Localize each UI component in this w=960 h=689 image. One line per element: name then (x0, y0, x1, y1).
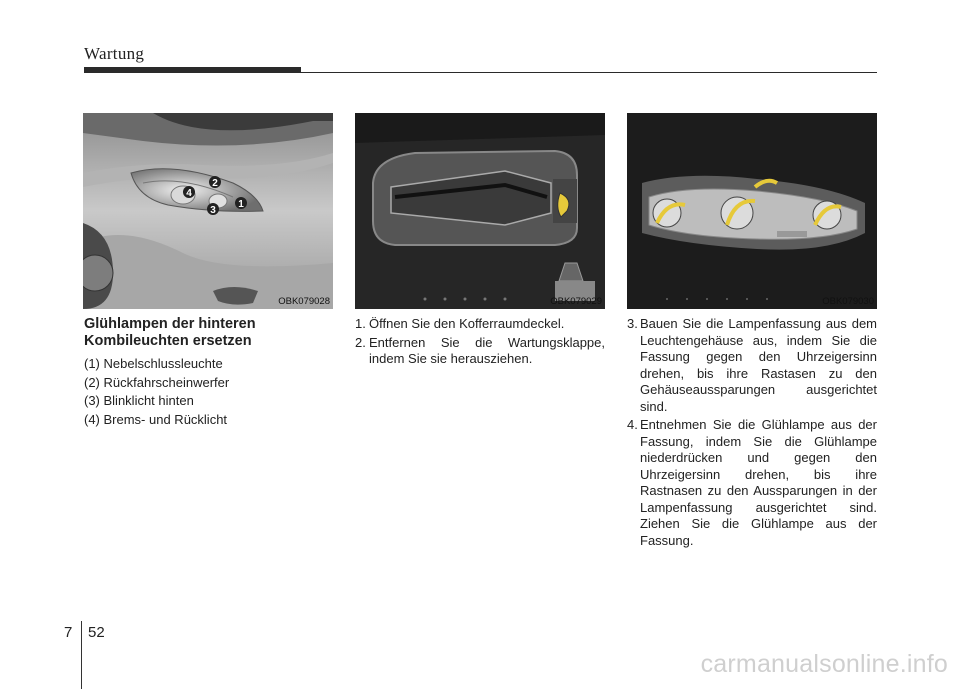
column-steps-3-4 (627, 316, 877, 551)
column-steps-1-2 (355, 316, 605, 370)
callout-3-label: 3 (210, 205, 216, 216)
page-header-title: Wartung (84, 44, 145, 63)
header-bar (84, 67, 301, 73)
step-text: Entnehmen Sie die Glühlampe aus der Fassung, indem Sie die Glühlampe niederdrücken und gegen den Uhrzeigersinn drehen, bis ihre Rastnasen zu den Aussparungen in der Lampenfassung ausgerichtet sind. Ziehen Sie die Glühlampe aus der Fassung. (640, 417, 877, 548)
list-item: (3) Blinklicht hinten (84, 393, 194, 408)
figure-caption: OBK079028 (278, 296, 330, 307)
header-rule (301, 72, 877, 73)
chapter-number: 7 (64, 624, 73, 641)
step-text: Bauen Sie die Lampenfassung aus dem Leuchtengehäuse aus, indem Sie die Fassung gegen den Uhrzeigersinn drehen, bis ihre Rastasen zu den Gehäuseaussparungen ausgerichtet sind. (640, 316, 877, 414)
figure-caption: OBK079030 (822, 296, 874, 307)
callout-2-label: 2 (212, 178, 218, 189)
footer-divider (81, 621, 82, 689)
figure-rear-lamp (83, 113, 333, 309)
list-item: (4) Brems- und Rücklicht (84, 411, 228, 427)
watermark: carmanualsonline.info (700, 650, 948, 678)
step-text: Öffnen Sie den Kofferraumdeckel. (369, 316, 565, 331)
bulb-list (84, 356, 334, 428)
rear-lamp-illustration (83, 113, 333, 309)
figure-caption: OBK079029 (550, 296, 602, 307)
steps-list (355, 316, 605, 368)
step-text: Entfernen Sie die Wartungsklappe, indem Sie sie herausziehen. (369, 334, 605, 366)
step-item (627, 316, 877, 415)
page-number: 52 (88, 624, 105, 641)
figure-service-cover (355, 113, 605, 309)
lamp-socket-illustration (627, 113, 877, 309)
section-heading-line2: Kombileuchten ersetzen (84, 333, 252, 349)
step-item (355, 316, 605, 333)
step-number: 3. (627, 316, 638, 331)
callout-4-label: 4 (186, 188, 192, 199)
column-bulb-overview (84, 316, 334, 430)
step-item (627, 417, 877, 549)
list-item: (1) Nebelschlussleuchte (84, 356, 223, 371)
figure-lamp-socket (627, 113, 877, 309)
section-heading-line1: Glühlampen der hinteren (84, 316, 256, 332)
list-item: (2) Rückfahrscheinwerfer (84, 374, 230, 390)
step-number: 4. (627, 417, 638, 432)
callout-1-label: 1 (238, 199, 244, 210)
steps-list (627, 316, 877, 549)
service-cover-illustration (355, 113, 605, 309)
step-number: 1. (355, 316, 366, 331)
step-number: 2. (355, 334, 366, 350)
step-item (355, 335, 605, 368)
section-heading (84, 316, 334, 350)
